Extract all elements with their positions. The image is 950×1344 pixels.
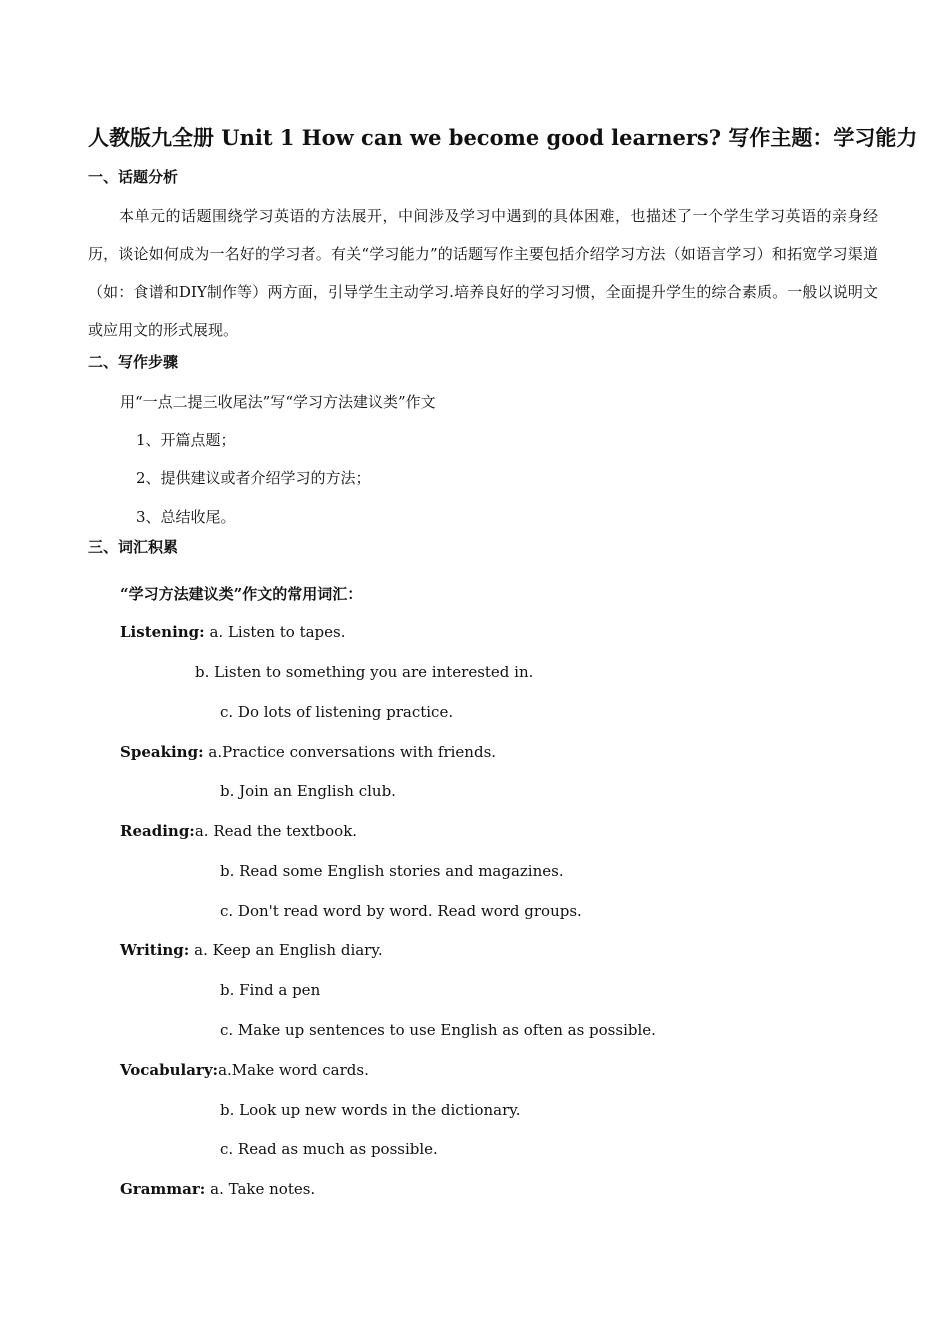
writing-item-b: b. Find a pen [220,981,321,999]
listening-label: Listening: [120,623,205,641]
grammar-item-a: a. Take notes. [210,1180,316,1198]
section-heading-topic-analysis: 一、话题分析 [88,168,179,186]
writing-item-a: a. Keep an English diary. [194,941,383,959]
speaking-row [120,743,496,761]
listening-item-c: c. Do lots of listening practice. [220,703,454,721]
topic-analysis-paragraph: 本单元的话题围绕学习英语的方法展开，中间涉及学习中遇到的具体困难，也描述了一个学生学习英语的亲身经历，谈论如何成为一名好的学习者。有关“学习能力”的话题写作主要包括介绍学习方法（如语言学习）和拓宽学习渠道（如：食谱和DIY制作等）两方面，引导学生主动学习.培养良好的学习习惯，全面提升学生的综合素质。一般以说明文或应用文的形式展现。 [88,207,878,339]
writing-label: Writing: [120,941,190,959]
grammar-label: Grammar: [120,1180,206,1198]
reading-item-a: a. Read the textbook. [194,822,358,840]
vocabulary-item-a: a.Make word cards. [218,1061,369,1079]
writing-step-2: 2、提供建议或者介绍学习的方法； [136,469,371,487]
writing-steps-intro: 用“一点二提三收尾法”写“学习方法建议类”作文 [120,393,436,411]
listening-row [120,623,346,641]
vocabulary-item-b: b. Look up new words in the dictionary. [220,1101,521,1119]
reading-item-b: b. Read some English stories and magazines. [220,862,564,880]
writing-row [120,941,383,959]
section-heading-writing-steps: 二、写作步骤 [88,353,179,371]
section-heading-vocabulary: 三、词汇积累 [88,538,179,556]
vocabulary-item-c: c. Read as much as possible. [220,1140,438,1158]
speaking-label: Speaking: [120,743,204,761]
vocabulary-row [120,1061,369,1079]
writing-item-c: c. Make up sentences to use English as often as possible. [220,1021,656,1039]
reading-item-c: c. Don't read word by word. Read word groups. [220,902,582,920]
listening-item-a: a. Listen to tapes. [209,623,346,641]
vocabulary-subheading: “学习方法建议类”作文的常用词汇： [120,585,363,603]
writing-step-1: 1、开篇点题； [136,431,236,449]
writing-step-3: 3、总结收尾。 [136,508,236,526]
vocabulary-label: Vocabulary: [120,1061,219,1079]
listening-item-b: b. Listen to something you are interested in. [195,663,534,681]
speaking-item-a: a.Practice conversations with friends. [208,743,497,761]
document-title: 人教版九全册 Unit 1 How can we become good learners? 写作主题：学习能力 [88,125,918,150]
reading-row [120,822,357,840]
reading-label: Reading: [120,822,195,840]
speaking-item-b: b. Join an English club. [220,782,396,800]
grammar-row [120,1180,315,1198]
